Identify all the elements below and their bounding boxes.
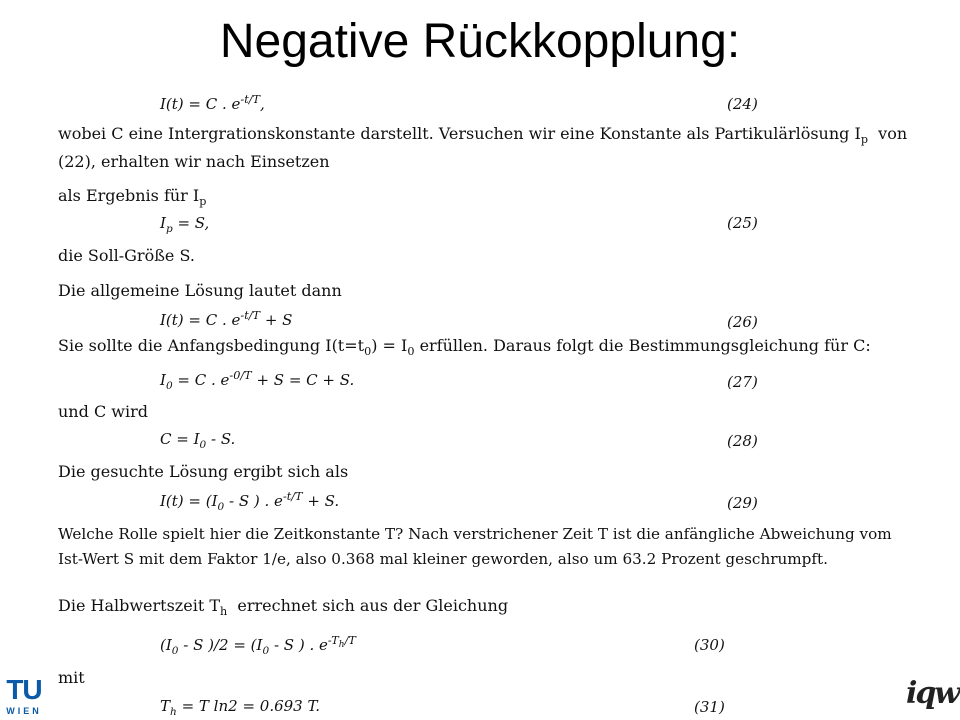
equation-number-30: (30) [694,636,725,654]
equation-number-26: (26) [727,313,758,331]
text-line-8: Die gesuchte Lösung ergibt sich als [58,462,349,481]
text-line-6: Sie sollte die Anfangsbedingung $I(t=t_0) = I_0$ erfüllen. Daraus folgt die Bestimmungsgleichung für C: [58,336,871,358]
equation-number-28: (28) [727,432,758,450]
equation-27: $I_0 = C$ . $e^{-0/T} + S = C + S$. [160,369,355,392]
equation-26: I(t) = C . $e^{-t/T} + S$ [160,309,293,329]
text-line-7: und C wird [58,402,148,421]
equation-number-24: (24) [727,95,758,113]
equation-number-27: (27) [727,373,758,391]
text-line-1: wobei C eine Intergrationskonstante darstellt. Versuchen wir eine Konstante als Partikulärlösung $I_p$ von [58,124,908,146]
iqw-logo: iqw [906,676,959,711]
text-line-5: Die allgemeine Lösung lautet dann [58,281,342,300]
text-line-10: Ist-Wert S mit dem Faktor 1/e, also 0.368 mal kleiner geworden, also um 63.2 Prozent geschrumpft. [58,550,828,568]
equation-30: ($I_0$ - S )$/2 = (I_0 - S$ ) . $e^{-T_h/T}$ [160,634,356,657]
equation-number-31: (31) [694,698,725,716]
text-line-2: (22), erhalten wir nach Einsetzen [58,152,330,171]
equation-25: $I_p = S$, [160,214,210,235]
text-line-4: die Soll-Größe S. [58,246,195,265]
text-line-9: Welche Rolle spielt hier die Zeitkonstante T? Nach verstrichener Zeit T ist die anfängliche Abweichung vom [58,525,892,543]
equation-28: $C = I_0 - S$. [160,430,236,451]
equation-number-25: (25) [727,214,758,232]
text-line-12: mit [58,668,85,687]
equation-29: $I(t) = (I_0 - S$ ) . $e^{-t/T} + S$. [160,490,340,513]
equation-31: $T_h = T$ ln2 = 0.693 T. [160,697,321,718]
tu-wien-logo: TU WIEN [6,674,42,716]
equation-number-29: (29) [727,494,758,512]
page-title: Negative Rückkopplung: [219,15,741,68]
text-line-11: Die Halbwertszeit $T_h$ errechnet sich aus der Gleichung [58,596,509,618]
equation-24: I(t) = C . $e^{-t/T}$, [160,93,265,113]
text-line-3: als Ergebnis für $I_p$ [58,186,207,208]
